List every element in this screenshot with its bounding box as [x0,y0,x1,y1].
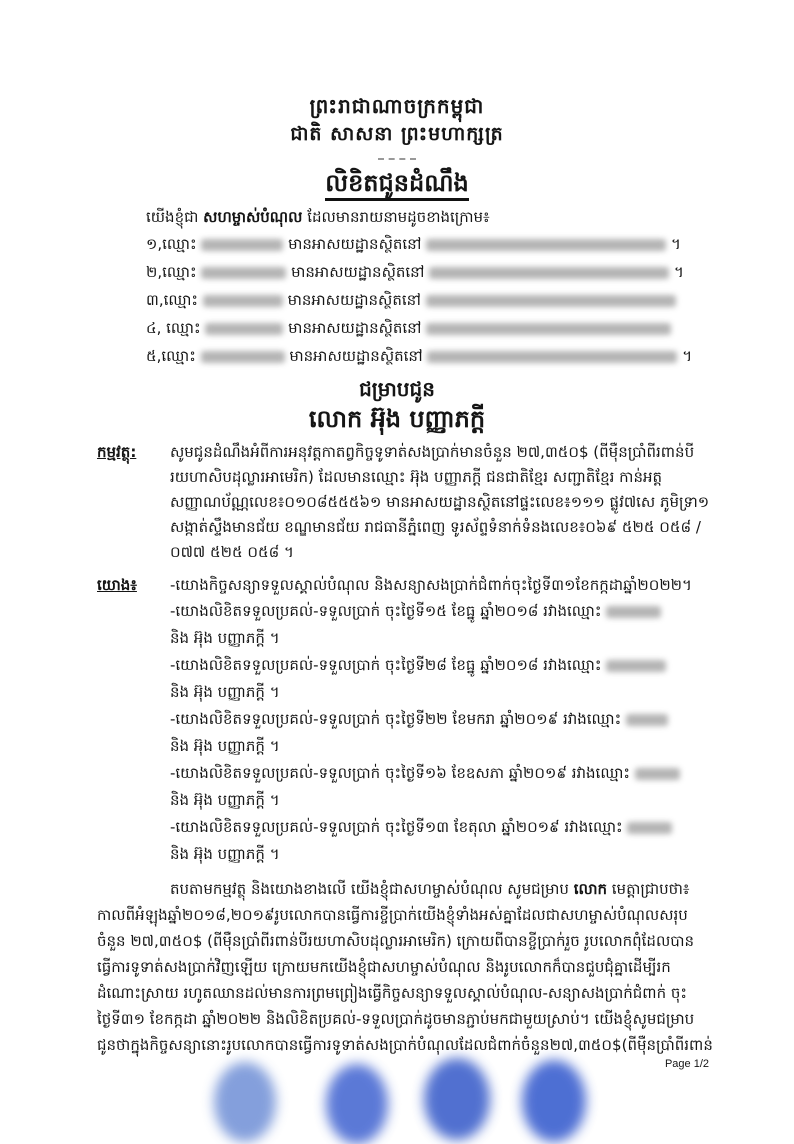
redacted-name [635,768,680,780]
body-line: ជូនថាក្នុងកិច្ចសន្យានោះរូបលោកបានធ្វើការទូទាត់សងប្រាក់បំណុលដែលជំពាក់ចំនួន២៧,៣៥០$(ពីម៉ឺនប្រាំពីរពាន់ [97,1036,713,1054]
body-line: ធ្វើការទូទាត់សងប្រាក់វិញឡើយ ក្រោយមកយើងខ្ញុំជាសហម្ចាស់បំណុល និងរូបលោកក៏បានជួបជុំគ្នាដើម្បីរក [97,958,671,976]
subject-label: កម្មវត្ថុ: [97,443,137,461]
reference-continuation: និង អ៊ុង បញ្ញាភក្តី ។ [170,737,280,755]
body-line: តបតាមកម្មវត្ថុ និងយោងខាងលើ យើងខ្ញុំជាសហម្ចាស់បំណុល សូមជម្រាប លោក មេត្តាជ្រាបថា៖ [170,880,690,898]
reference-item: -យោងលិខិតទទួលប្រគល់-ទទួលប្រាក់ ចុះថ្ងៃទី១៣ ខែតុលា ឆ្នាំ២០១៩ រវាងឈ្មោះ [170,816,672,838]
subject-line: សូមជូនដំណឹងអំពីការអនុវត្តកាតព្វកិច្ចទូទាត់សងប្រាក់មានចំនួន ២៧,៣៥០$ (ពីម៉ឺនប្រាំពីរពាន់បី [170,443,695,461]
redacted-name [627,822,672,834]
addressee-name: លោក អ៊ុង បញ្ញាភក្តី [308,405,486,433]
redacted-name [201,239,283,251]
ornament-divider [378,158,416,160]
creditor-row: ៤, ឈ្មោះ មានអាសយដ្ឋានស្ថិតនៅ [146,317,671,339]
page-number: Page 1/2 [664,1058,709,1070]
reference-item: -យោងលិខិតទទួលប្រគល់-ទទួលប្រាក់ ចុះថ្ងៃទី២២ ខែមករា ឆ្នាំ២០១៩ រវាងឈ្មោះ [170,708,668,730]
reference-label: យោង៖ [97,576,137,594]
reference-item: -យោងលិខិតទទួលប្រគល់-ទទួលប្រាក់ ចុះថ្ងៃទី១៥ ខែធ្នូ ឆ្នាំ២០១៨ រវាងឈ្មោះ [170,600,661,622]
redacted-address [429,267,669,279]
intro-line: យើងខ្ញុំជា សហម្ចាស់បំណុល ដែលមានរាយនាមដូចខាងក្រោម៖ [146,208,490,226]
reference-item: -យោងកិច្ចសន្យាទទួលស្គាល់បំណុល និងសន្យាសងប្រាក់ជំពាក់ចុះថ្ងៃទី៣១ខែកក្កដាឆ្នាំ២០២២។ [170,576,692,594]
subject-line: រយហាសិបដុល្លារអាមេរិក) ដែលមានឈ្មោះ អ៊ុង បញ្ញាភក្តី ជនជាតិខ្មែរ សញ្ជាតិខ្មែរ កាន់អត្ត [170,468,663,486]
reference-continuation: និង អ៊ុង បញ្ញាភក្តី ។ [170,791,280,809]
body-line: ដំណោះស្រាយ រហូតឈានដល់មានការព្រមព្រៀងធ្វើកិច្ចសន្យាទទួលស្គាល់បំណុល-សន្យាសងប្រាក់ជំពាក់ ចុះ [97,984,687,1002]
thumbprint-stamp [522,1060,586,1142]
body-line: កាលពីអំឡុងឆ្នាំ២០១៨,២០១៩រូបលោកបានធ្វើការខ្ចីប្រាក់យើងខ្ញុំទាំងអស់គ្នាដែលជាសហម្ចាស់បំណុលសរុប [97,906,688,924]
document-title: លិខិតជូនដំណឹង [0,168,794,203]
redacted-name [626,714,668,726]
body-line: ចំនួន ២៧,៣៥០$ (ពីម៉ឺនប្រាំពីរពាន់បីរយហាសិបដុល្លារអាមេរិក) ក្រោយពីបានខ្ចីប្រាក់រួច រូបលោកពុំដែលបាន [97,932,695,950]
reference-continuation: និង អ៊ុង បញ្ញាភក្តី ។ [170,845,280,863]
respectfully-to: ជម្រាបជូន [359,377,435,401]
subject-line: សង្កាត់ស្ទឹងមានជ័យ ខណ្ឌមានជ័យ រាជធានីភ្នំពេញ ទូរស័ព្ទទំនាក់ទំនងលេខ៖០៦៩ ៥២៥ ០៥៨ / [170,518,701,536]
subject-line: សញ្ញាណប័ណ្ណលេខ៖០១០៨៥៥៥៦១ មានអាសយដ្ឋានស្ថិតនៅផ្ទះលេខ៖១១១ ផ្លូវ៧សេ ភូមិទ្រា១ [170,493,710,511]
redacted-name [606,606,661,618]
creditor-row: ២,ឈ្មោះ មានអាសយដ្ឋានស្ថិតនៅ ។ [146,263,684,281]
redacted-name [205,323,283,335]
redacted-name [203,295,283,307]
reference-item: -យោងលិខិតទទួលប្រគល់-ទទួលប្រាក់ ចុះថ្ងៃទី២៨ ខែធ្នូ ឆ្នាំ២០១៨ រវាងឈ្មោះ [170,654,666,676]
national-motto: ជាតិ សាសនា ព្រះមហាក្សត្រ [290,123,504,145]
redacted-address [426,295,676,307]
redacted-name [201,351,285,363]
body-line: ថ្ងៃទី៣១ ខែកក្កដា ឆ្នាំ២០២២ និងលិខិតប្រគល់-ទទួលប្រាក់ដូចមានភ្ជាប់មកជាមួយស្រាប់។ យើងខ្ញុំសូមជម្រាប [97,1010,695,1028]
subject-line: ០៧៧ ៥២៥ ០៥៨ ។ [170,543,294,561]
reference-continuation: និង អ៊ុង បញ្ញាភក្តី ។ [170,629,280,647]
redacted-name [201,267,286,279]
redacted-address [426,323,671,335]
reference-continuation: និង អ៊ុង បញ្ញាភក្តី ។ [170,683,280,701]
thumbprint-stamp [214,1062,276,1142]
creditor-row: ៥,ឈ្មោះ មានអាសយដ្ឋានស្ថិតនៅ ។ [146,347,693,365]
redacted-address [426,239,666,251]
thumbprint-stamp [424,1058,490,1140]
redacted-name [606,660,666,672]
redacted-address [427,351,677,363]
creditor-row: ៣,ឈ្មោះ មានអាសយដ្ឋានស្ថិតនៅ [146,289,676,311]
reference-item: -យោងលិខិតទទួលប្រគល់-ទទួលប្រាក់ ចុះថ្ងៃទី១៦ ខែឧសភា ឆ្នាំ២០១៩ រវាងឈ្មោះ [170,762,680,784]
thumbprint-stamp [326,1064,388,1144]
creditor-row: ១,ឈ្មោះ មានអាសយដ្ឋានស្ថិតនៅ ។ [146,235,681,253]
kingdom-heading: ព្រះរាជាណាចក្រកម្ពុជា [309,94,485,118]
